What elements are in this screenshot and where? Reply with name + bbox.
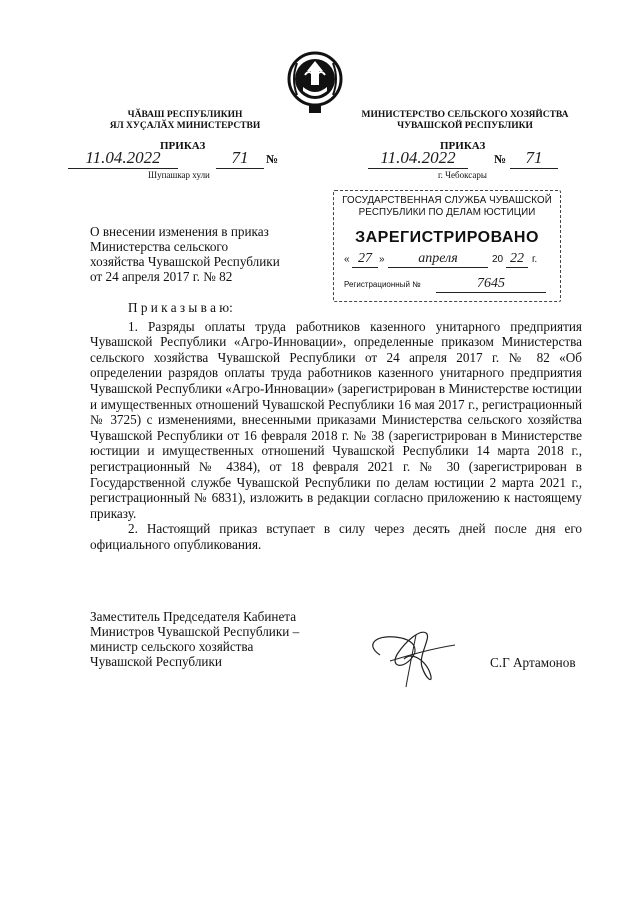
paragraph-2: 2. Настоящий приказ вступает в силу через десять дней после дня его официального опубликования.	[90, 521, 582, 552]
document-title	[90, 224, 320, 284]
stamp-quote-open: «	[344, 254, 350, 265]
stamp-quote-close: »	[379, 254, 385, 265]
header-right-line2: ЧУВАШСКОЙ РЕСПУБЛИКИ	[397, 121, 533, 131]
prikazyvayu: П р и к а з ы в а ю:	[128, 300, 233, 315]
order-right-city: г. Чебоксары	[438, 170, 487, 180]
title-line4: от 24 апреля 2017 г. № 82	[90, 269, 233, 284]
paragraph-1: 1. Разряды оплаты труда работников казенного унитарного предприятия Чувашской Республики «Агро-Инновации», определенные приказом Министерства сельского хозяйства Чувашской Республики от 24 апреля 2017 г. № 82 «Об определении разрядов оплаты труда работников казенного унитарного предприятия Чувашской Республики «Агро-Инновации» (зарегистрирован в Министерстве юстиции и имущественных отношений Чувашской Республики 16 мая 2017 г., регистрационный № 3725) с изменениями, внесенными приказами Министерства сельского хозяйства Чувашской Республики от 16 февраля 2018 г. № 38 (зарегистрирован в Министерстве юстиции и имущественных отношений Чувашской Республики 14 марта 2018 г., регистрационный № 4384), от 18 февраля 2021 г. № 30 (зарегистрирован в Государственной службе Чувашской Республики по делам юстиции 2 марта 2021 г., регистрационный № 6831), изложить в редакции согласно приложению к настоящему приказу.	[90, 318, 582, 521]
stamp-reg-row	[344, 276, 554, 294]
stamp-reg-label: Регистрационный №	[344, 280, 421, 289]
coat-of-arms-emblem	[283, 45, 347, 117]
order-left-label: ПРИКАЗ	[160, 140, 206, 152]
signatory-name: С.Г Артамонов	[490, 655, 576, 670]
header-right	[355, 110, 575, 132]
title-line3: хозяйства Чувашской Республики	[90, 254, 280, 269]
order-left-number: 71	[216, 148, 264, 169]
stamp-year-g: г.	[532, 254, 538, 265]
stamp-date-row	[344, 251, 554, 269]
title-line2: Министерства сельского	[90, 239, 229, 254]
signatory-line4: Чувашской Республики	[90, 654, 222, 669]
order-right-number: 71	[510, 148, 558, 169]
order-left-date: 11.04.2022	[68, 148, 178, 169]
registration-stamp	[333, 190, 561, 302]
header-left-line1: ЧӐВАШ РЕСПУБЛИКИН	[127, 110, 243, 120]
signatory-line2: Министров Чувашской Республики –	[90, 624, 300, 639]
stamp-year-suffix: 22	[506, 251, 528, 268]
header-left-line2: ЯЛ ХУҪАЛӐХ МИНИСТЕРСТВИ	[109, 121, 261, 131]
header-right-line1: МИНИСТЕРСТВО СЕЛЬСКОГО ХОЗЯЙСТВА	[361, 110, 569, 120]
order-right-date: 11.04.2022	[368, 148, 468, 169]
title-line1: О внесении изменения в приказ	[90, 224, 269, 239]
stamp-day: 27	[352, 251, 378, 268]
stamp-year-prefix: 20	[492, 254, 504, 265]
order-left-number-sign: №	[266, 152, 279, 166]
order-left-row	[68, 148, 283, 168]
handwritten-signature	[360, 615, 470, 695]
stamp-line1: ГОСУДАРСТВЕННАЯ СЛУЖБА ЧУВАШСКОЙ	[342, 195, 552, 206]
stamp-line2: РЕСПУБЛИКИ ПО ДЕЛАМ ЮСТИЦИИ	[358, 207, 536, 218]
order-right-row	[368, 148, 563, 168]
stamp-registered: ЗАРЕГИСТРИРОВАНО	[355, 229, 539, 246]
stamp-reg-number: 7645	[436, 276, 546, 293]
document-body	[90, 300, 582, 553]
signatory-line3: министр сельского хозяйства	[90, 639, 254, 654]
order-right-label: ПРИКАЗ	[440, 140, 486, 152]
order-right-number-sign: №	[494, 152, 507, 166]
order-left-city: Шупашкар хули	[148, 170, 210, 180]
stamp-month: апреля	[388, 251, 488, 268]
signatory-title	[90, 609, 350, 669]
header-left	[85, 110, 285, 132]
signatory-line1: Заместитель Председателя Кабинета	[90, 609, 297, 624]
